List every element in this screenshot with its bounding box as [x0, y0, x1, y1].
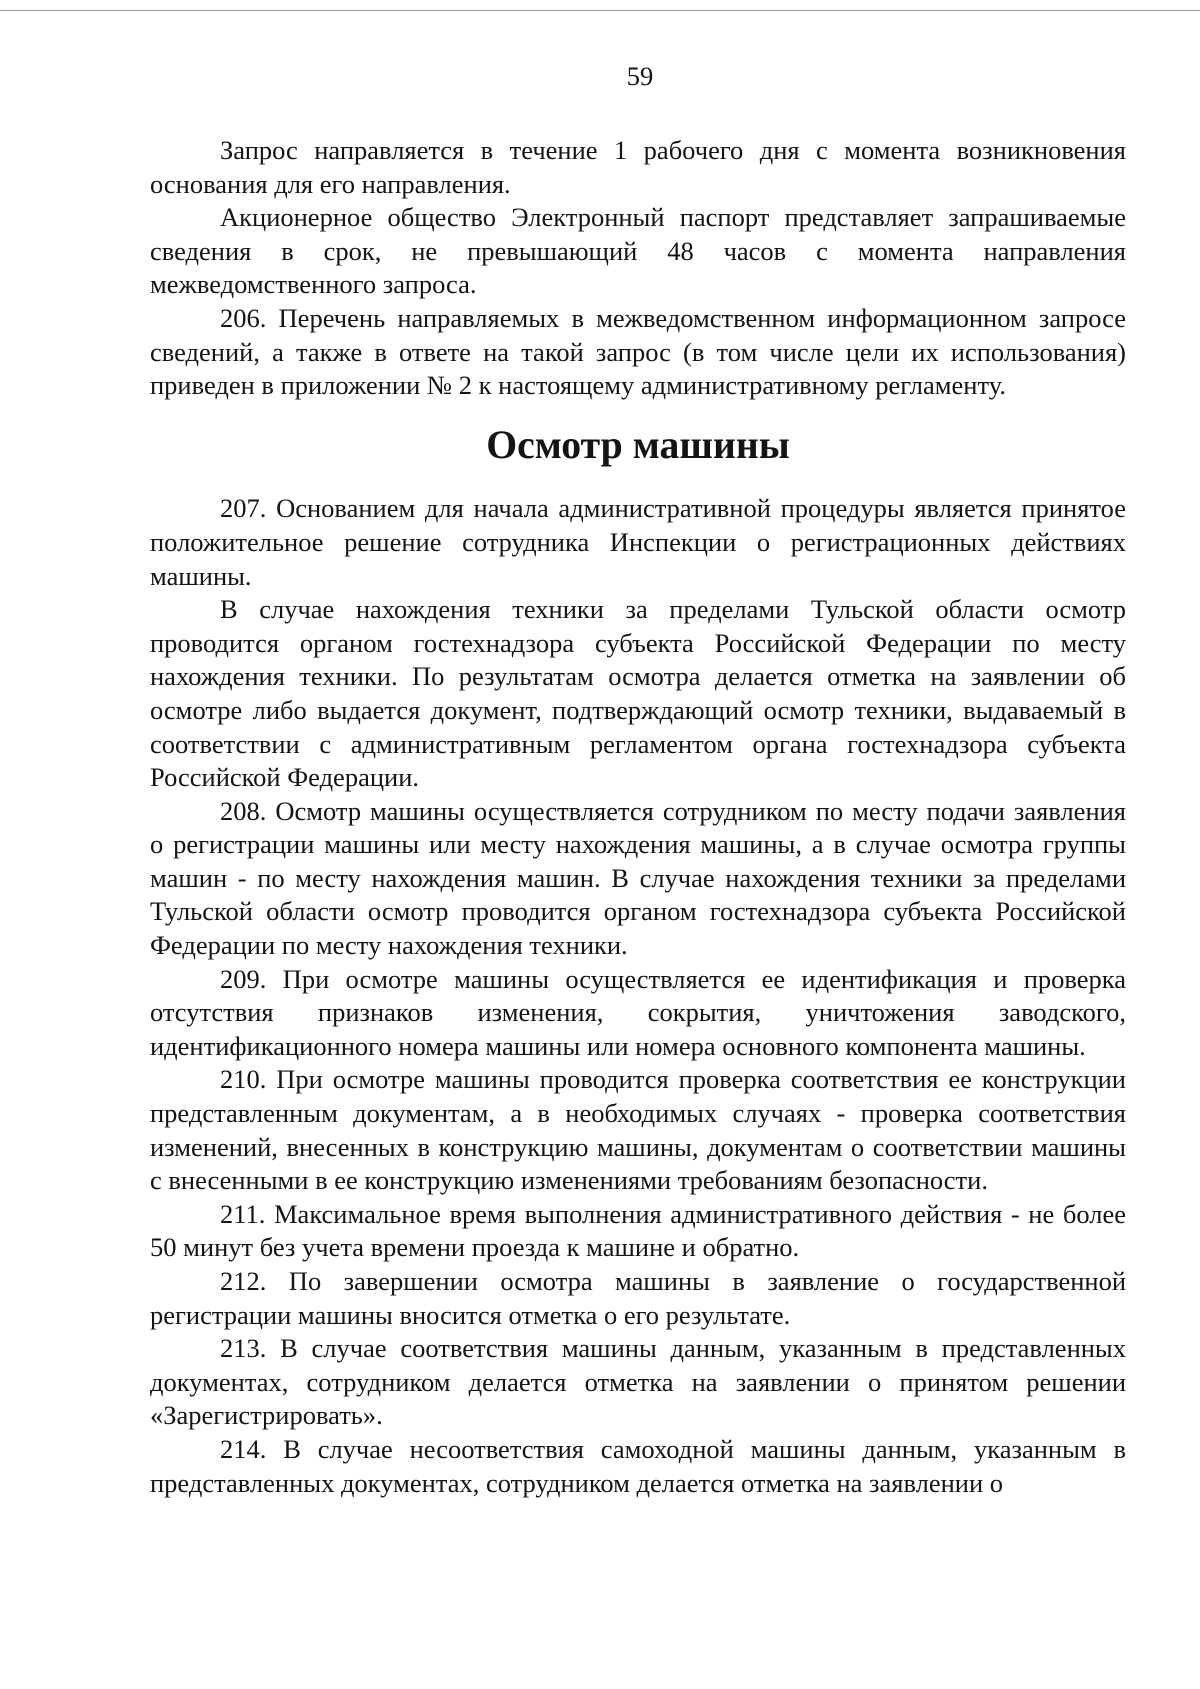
section-heading: Осмотр машины: [486, 422, 790, 467]
document-body: [150, 134, 1126, 1500]
page-number: 59: [626, 61, 654, 91]
paragraph: В случае нахождения техники за пределами Тульской области осмотр проводится органом гостехнадзора субъекта Российской Федерации по месту нахождения техники. По результатам осмотра делается отметка на заявлении об осмотре либо выдается документ, подтверждающий осмотр техники, выдаваемый в соответствии с административным регламентом органа гостехнадзора субъекта Российской Федерации.: [150, 594, 1126, 793]
paragraph-211: 211. Максимальное время выполнения административного действия - не более 50 минут без учета времени проезда к машине и обратно.: [150, 1198, 1126, 1263]
paragraph-209: 209. При осмотре машины осуществляется ее идентификация и проверка отсутствия признаков изменения, сокрытия, уничтожения заводского, идентификационного номера машины или номера основного компонента машины.: [150, 963, 1126, 1061]
scan-edge-line: [0, 10, 1200, 11]
paragraph-210: 210. При осмотре машины проводится проверка соответствия ее конструкции представленным документам, а в необходимых случаях - проверка соответствия изменений, внесенных в конструкцию машины, документам о соответствии машины с внесенными в ее конструкцию изменениями требованиям безопасности.: [150, 1064, 1126, 1196]
paragraph: Акционерное общество Электронный паспорт представляет запрашиваемые сведения в срок, не превышающий 48 часов с момента направления межведомственного запроса.: [150, 202, 1126, 300]
paragraph-212: 212. По завершении осмотра машины в заявление о государственной регистрации машины вносится отметка о его результате.: [150, 1266, 1126, 1330]
paragraph-214: 214. В случае несоответствия самоходной машины данным, указанным в представленных документах, сотрудником делается отметка на заявлении о: [150, 1433, 1126, 1498]
paragraph: Запрос направляется в течение 1 рабочего дня с момента возникновения основания для его направления.: [150, 135, 1126, 199]
paragraph-208: 208. Осмотр машины осуществляется сотрудником по месту подачи заявления о регистрации машины или месту нахождения машины, а в случае осмотра группы машин - по месту нахождения машин. В случае нахождения техники за пределами Тульской области осмотр проводится органом гостехнадзора субъекта Российской Федерации по месту нахождения техники.: [150, 795, 1126, 961]
paragraph-206: 206. Перечень направляемых в межведомственном информационном запросе сведений, а также в ответе на такой запрос (в том числе цели их использования) приведен в приложении № 2 к настоящему административному регламенту.: [150, 302, 1126, 401]
paragraph-207: 207. Основанием для начала административной процедуры является принятое положительное решение сотрудника Инспекции о регистрационных действиях машины.: [150, 493, 1126, 591]
paragraph-213: 213. В случае соответствия машины данным, указанным в представленных документах, сотрудником делается отметка на заявлении о принятом решении «Зарегистрировать».: [150, 1333, 1126, 1431]
